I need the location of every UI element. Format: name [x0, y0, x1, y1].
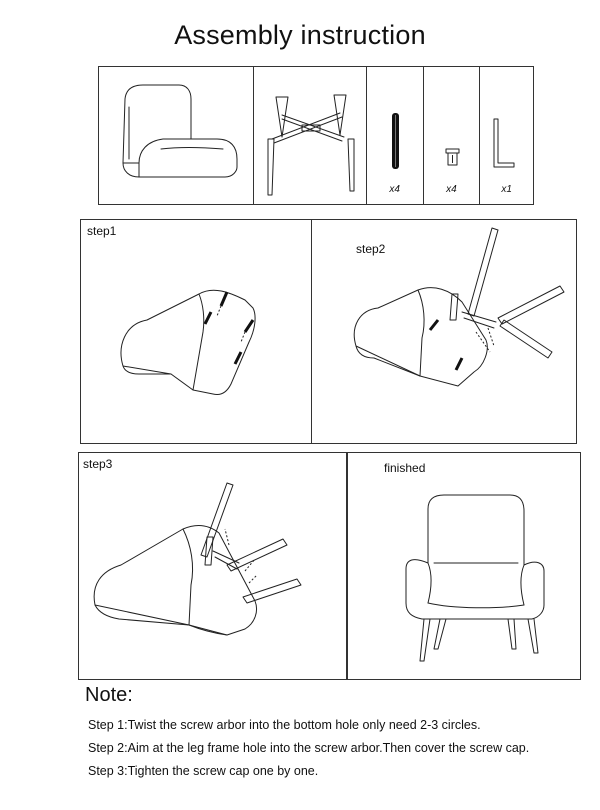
parts-table [98, 66, 534, 205]
step3-label: step3 [83, 457, 113, 471]
part-screw-arbor [367, 67, 424, 204]
part-qty: x4 [446, 184, 457, 195]
step1-illustration [81, 220, 313, 445]
finished-label: finished [384, 461, 426, 475]
step1-label: step1 [87, 224, 117, 238]
note-title: Note: [85, 684, 133, 706]
step3-illustration [79, 453, 348, 681]
step2-panel [311, 219, 577, 444]
part-qty: x4 [389, 184, 400, 195]
step2-illustration [312, 220, 578, 445]
step2-label: step2 [356, 242, 386, 256]
chair-body-illustration [99, 67, 255, 206]
part-screw-cap [424, 67, 481, 204]
note-line-1: Step 1:Twist the screw arbor into the bottom hole only need 2-3 circles. [88, 718, 481, 732]
step1-panel [80, 219, 312, 444]
part-leg-frame [254, 67, 366, 204]
step3-panel [78, 452, 347, 680]
part-chair-body [99, 67, 254, 204]
note-line-2: Step 2:Aim at the leg frame hole into the screw arbor.Then cover the screw cap. [88, 741, 530, 755]
finished-panel [347, 452, 581, 680]
part-qty: x1 [501, 184, 512, 195]
finished-chair-illustration [348, 453, 582, 681]
part-allen-key [480, 67, 533, 204]
note-line-3: Step 3:Tighten the screw cap one by one. [88, 764, 319, 778]
page-title: Assembly instruction [174, 20, 426, 50]
leg-frame-illustration [254, 67, 367, 206]
